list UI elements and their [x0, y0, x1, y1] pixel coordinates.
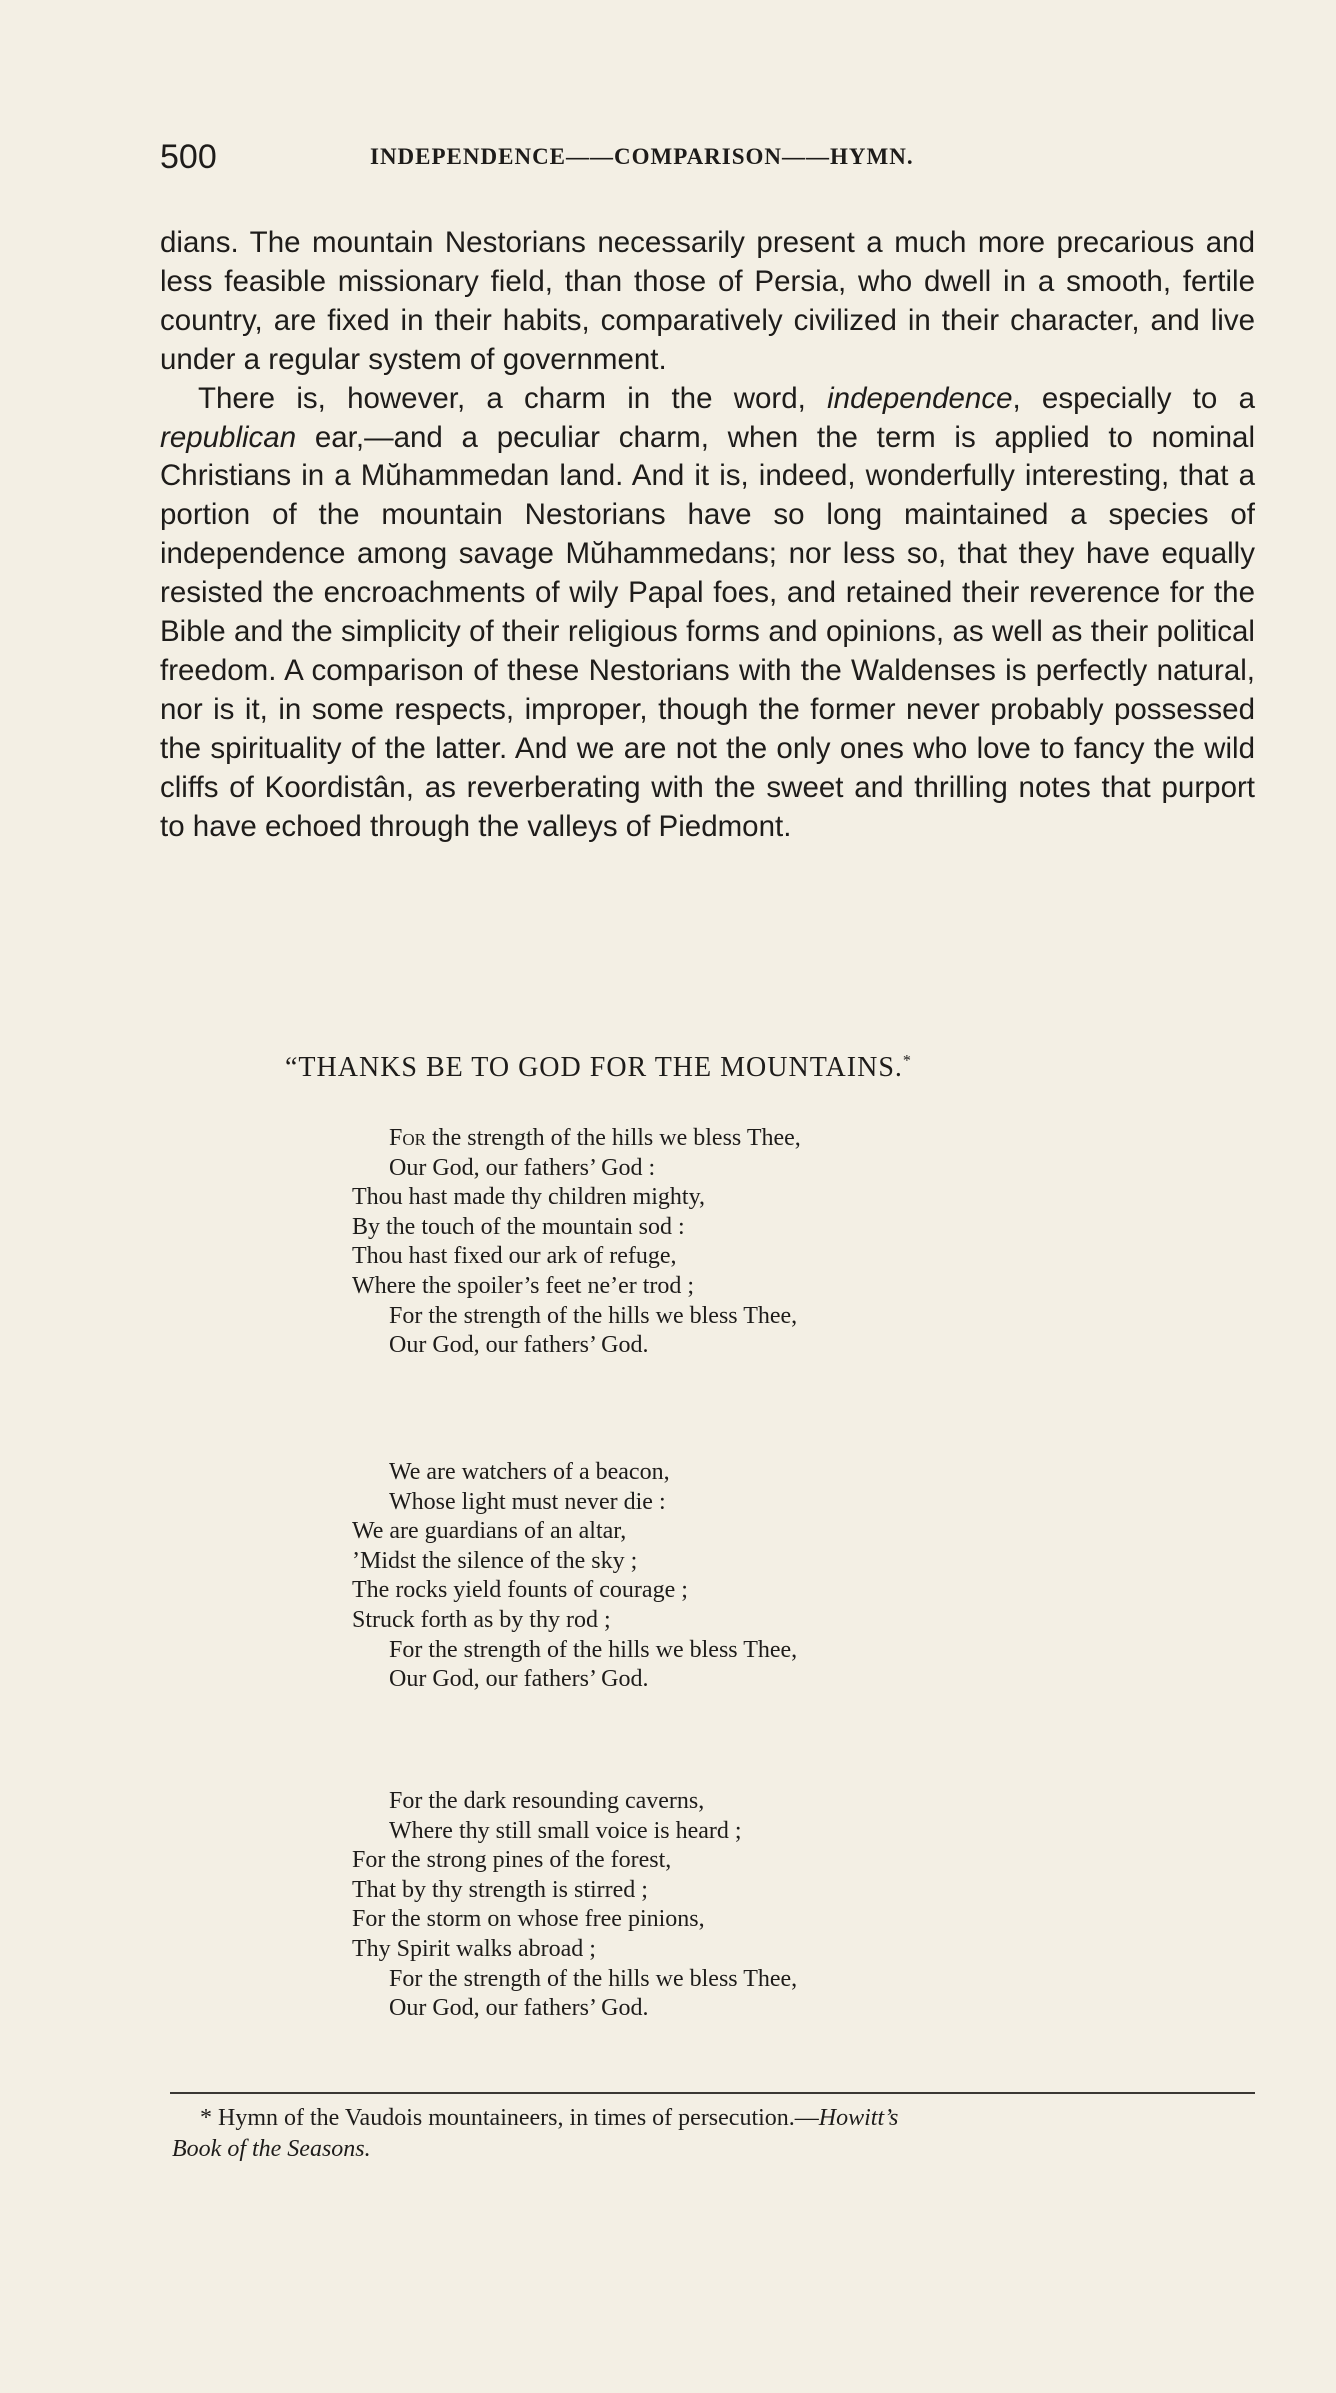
verse-line: By the touch of the mountain sod :	[352, 1213, 685, 1240]
paragraph-2: There is, however, a charm in the word, independence, especially to a republican ear,—and a peculiar charm, when the term is applied to nominal Christians in a Mŭhammedan land. And it is, indeed, wonderfully interesting, that a portion of the mountain Nestorians have so long maintained a species of independence among savage Mŭhammedans; nor less so, that they have equally resisted the encroachments of wily Papal foes, and retained their reverence for the Bible and the simplicity of their religious forms and opinions, as well as their political freedom. A comparison of these Nestorians with the Waldenses is perfectly natural, nor is it, in some respects, improper, though the former never probably possessed the spirituality of the latter. And we are not the only ones who love to fancy the wild cliffs of Koordistân, as reverberating with the sweet and thrilling notes that purport to have echoed through the valleys of Piedmont.	[160, 381, 1255, 843]
stanza-1	[352, 1124, 801, 1361]
page-header	[160, 138, 1060, 188]
stanza-2	[352, 1458, 797, 1695]
verse-line: Where the spoiler’s feet ne’er trod ;	[352, 1272, 695, 1299]
verse-line: For the strength of the hills we bless Thee,	[389, 1125, 801, 1151]
paragraph-1: dians. The mountain Nestorians necessarily present a much more precarious and less feasible missionary field, than those of Persia, who dwell in a smooth, fertile country, are fixed in their habits, comparatively civilized in their character, and live under a regular system of government.	[160, 226, 1255, 376]
hymn-title: “THANKS BE TO GOD FOR THE MOUNTAINS.*	[285, 1052, 912, 1083]
footnote-mark: *	[200, 2105, 212, 2131]
verse-line: For the storm on whose free pinions,	[352, 1906, 705, 1933]
footnote-divider	[170, 2092, 1255, 2094]
verse-line: We are guardians of an altar,	[352, 1518, 627, 1545]
footnote-citation-author: Howitt’s	[818, 2105, 899, 2131]
emphasis-independence: independence	[827, 381, 1013, 415]
stanza-3	[352, 1787, 797, 2024]
running-head: INDEPENDENCE——COMPARISON——HYMN.	[370, 144, 914, 169]
body-text	[160, 224, 1255, 847]
verse-line: For the strong pines of the forest,	[352, 1847, 672, 1874]
verse-line: For the dark resounding caverns,	[389, 1788, 705, 1814]
emphasis-republican: republican	[160, 420, 297, 454]
verse-line: For the strength of the hills we bless Thee,	[389, 1636, 798, 1663]
verse-line: Thy Spirit walks abroad ;	[352, 1935, 596, 1962]
verse-line: ’Midst the silence of the sky ;	[352, 1547, 638, 1574]
verse-line: The rocks yield founts of courage ;	[352, 1577, 688, 1604]
footnote-citation-title: Book of the Seasons.	[172, 2136, 371, 2162]
verse-line: Whose light must never die :	[389, 1488, 666, 1515]
verse-line: Struck forth as by thy rod ;	[352, 1606, 611, 1633]
page-number: 500	[160, 138, 217, 176]
verse-line: That by thy strength is stirred ;	[352, 1876, 648, 1903]
verse-line: Thou hast fixed our ark of refuge,	[352, 1243, 677, 1270]
verse-line: We are watchers of a beacon,	[389, 1459, 670, 1485]
footnote	[172, 2103, 1257, 2165]
verse-line: Our God, our fathers’ God.	[389, 1666, 649, 1693]
verse-line: For the strength of the hills we bless Thee,	[389, 1965, 798, 1992]
verse-line: Our God, our fathers’ God.	[389, 1995, 649, 2022]
verse-line: Our God, our fathers’ God :	[389, 1154, 656, 1181]
verse-line: Thou hast made thy children mighty,	[352, 1184, 706, 1211]
verse-line: Our God, our fathers’ God.	[389, 1332, 649, 1359]
verse-line: For the strength of the hills we bless Thee,	[389, 1302, 798, 1329]
verse-line: Where thy still small voice is heard ;	[389, 1817, 742, 1844]
footnote-text: Hymn of the Vaudois mountaineers, in times of persecution.—	[212, 2105, 819, 2131]
footnote-marker: *	[902, 1052, 912, 1070]
